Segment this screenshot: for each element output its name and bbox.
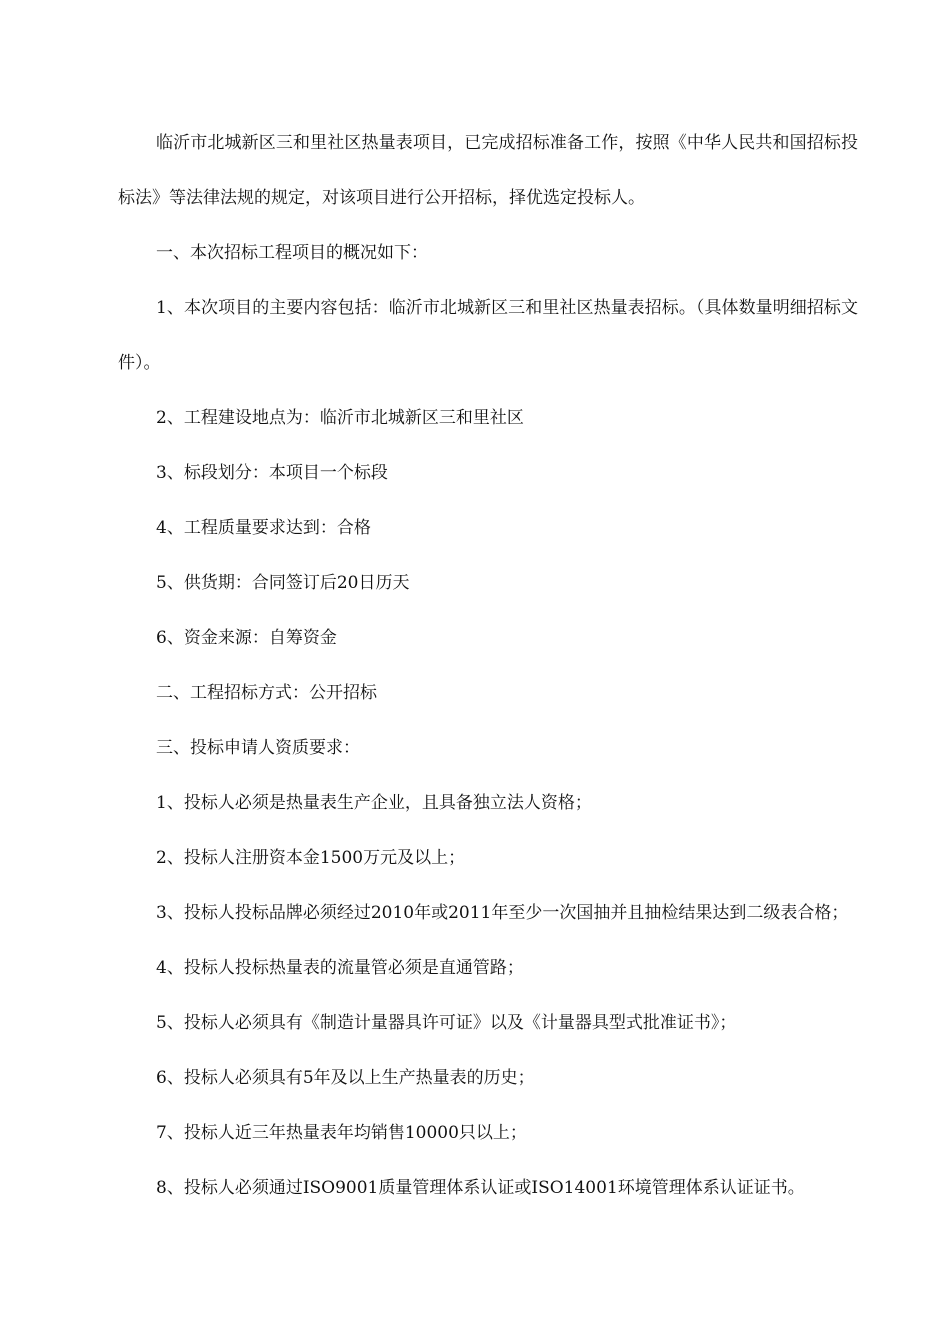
intro-paragraph: 临沂市北城新区三和里社区热量表项目，已完成招标准备工作，按照《中华人民共和国招标投标法》等法律法规的规定，对该项目进行公开招标，择优选定投标人。	[118, 133, 858, 208]
item-project-content: 1、本次项目的主要内容包括：临沂市北城新区三和里社区热量表招标。（具体数量明细招标文件）。	[118, 298, 858, 373]
item-quality-requirement: 4、工程质量要求达到：合格	[156, 518, 371, 538]
requirement-3: 3、投标人投标品牌必须经过2010年或2011年至少一次国抽并且抽检结果达到二级表合格；	[156, 903, 849, 923]
item-lot-division: 3、标段划分：本项目一个标段	[156, 463, 388, 483]
section-3-heading: 三、投标申请人资质要求：	[156, 738, 360, 758]
document-body	[118, 116, 858, 1216]
requirement-1: 1、投标人必须是热量表生产企业，且具备独立法人资格；	[156, 793, 592, 813]
section-1-heading: 一、本次招标工程项目的概况如下：	[156, 243, 428, 263]
requirement-2: 2、投标人注册资本金1500万元及以上；	[156, 848, 466, 868]
section-2-heading: 二、工程招标方式：公开招标	[156, 683, 377, 703]
requirement-5: 5、投标人必须具有《制造计量器具许可证》以及《计量器具型式批准证书》；	[156, 1013, 737, 1033]
requirement-4: 4、投标人投标热量表的流量管必须是直通管路；	[156, 958, 524, 978]
item-construction-site: 2、工程建设地点为：临沂市北城新区三和里社区	[156, 408, 524, 428]
item-delivery-period: 5、供货期：合同签订后20日历天	[156, 573, 410, 593]
requirement-7: 7、投标人近三年热量表年均销售10000只以上；	[156, 1123, 527, 1143]
requirement-8: 8、投标人必须通过ISO9001质量管理体系认证或ISO14001环境管理体系认证证书。	[156, 1178, 805, 1198]
item-funding-source: 6、资金来源：自筹资金	[156, 628, 337, 648]
requirement-6: 6、投标人必须具有5年及以上生产热量表的历史；	[156, 1068, 535, 1088]
